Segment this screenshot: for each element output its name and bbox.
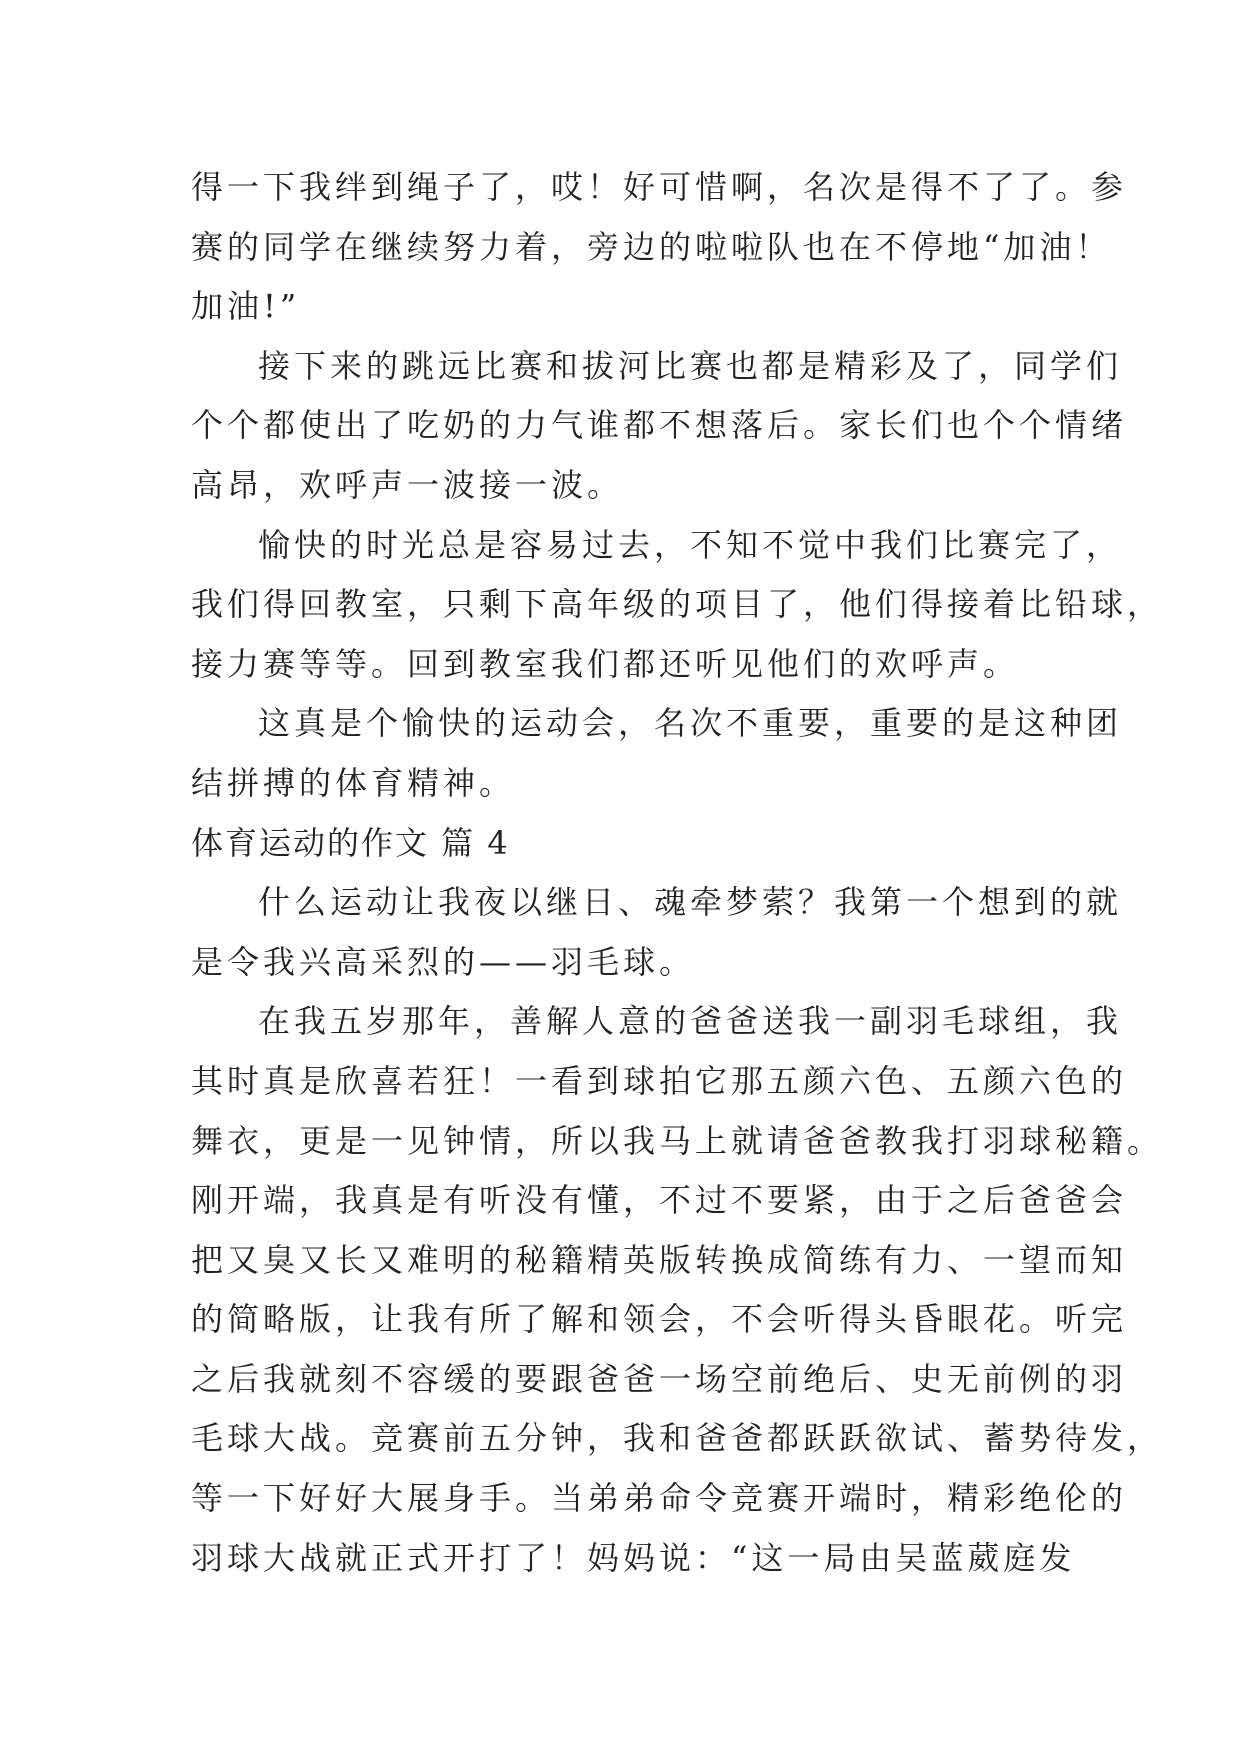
text-line: 之后我就刻不容缓的要跟爸爸一场空前绝后、史无前例的羽 [191,1359,1128,1398]
text-line: 羽球大战就正式开打了！妈妈说：“这一局由吴蓝葳庭发 [191,1538,1076,1577]
text-line: 是令我兴高采烈的——羽毛球。 [191,942,696,981]
text-line: 得一下我绊到绳子了，哎！好可惜啊，名次是得不了了。参 [191,168,1128,206]
text-line: 高昂，欢呼声一波接一波。 [191,465,624,504]
text-line: 等一下好好大展身手。当弟弟命令竞赛开端时，精彩绝伦的 [191,1479,1128,1518]
paragraph-first-line: 什么运动让我夜以继日、魂牵梦萦？我第一个想到的就 [258,883,1123,922]
text-line: 刚开端，我真是有听没有懂，不过不要紧，由于之后爸爸会 [191,1181,1128,1220]
text-line: 其时真是欣喜若狂！一看到球拍它那五颜六色、五颜六色的 [191,1061,1128,1100]
text-line: 加油!” [191,287,301,326]
text-line: 我们得回教室，只剩下高年级的项目了，他们得接着比铅球， [191,585,1164,624]
essay-text [191,158,1164,1588]
paragraph-first-line: 在我五岁那年，善解人意的爸爸送我一副羽毛球组，我 [258,1002,1123,1041]
text-line: 接力赛等等。回到教室我们都还听见他们的欢呼声。 [191,644,1020,683]
paragraph-first-line: 愉快的时光总是容易过去，不知不觉中我们比赛完了， [258,525,1123,564]
text-line: 的简略版，让我有所了解和领会，不会听得头昏眼花。听完 [191,1300,1128,1339]
section-heading: 体育运动的作文 篇 4 [191,823,510,862]
paragraph-first-line: 接下来的跳远比赛和拔河比赛也都是精彩及了，同学们 [258,346,1123,385]
paragraph-first-line: 这真是个愉快的运动会，名次不重要，重要的是这种团 [258,704,1123,743]
text-line: 赛的同学在继续努力着，旁边的啦啦队也在不停地“加油！ [191,227,1112,266]
text-line: 舞衣，更是一见钟情，所以我马上就请爸爸教我打羽球秘籍。 [191,1121,1164,1160]
text-line: 毛球大战。竞赛前五分钟，我和爸爸都跃跃欲试、蓄势待发， [191,1419,1164,1458]
text-line: 结拼搏的体育精神。 [191,763,516,802]
text-line: 个个都使出了吃奶的力气谁都不想落后。家长们也个个情绪 [191,406,1128,445]
text-line: 把又臭又长又难明的秘籍精英版转换成简练有力、一望而知 [191,1240,1128,1279]
